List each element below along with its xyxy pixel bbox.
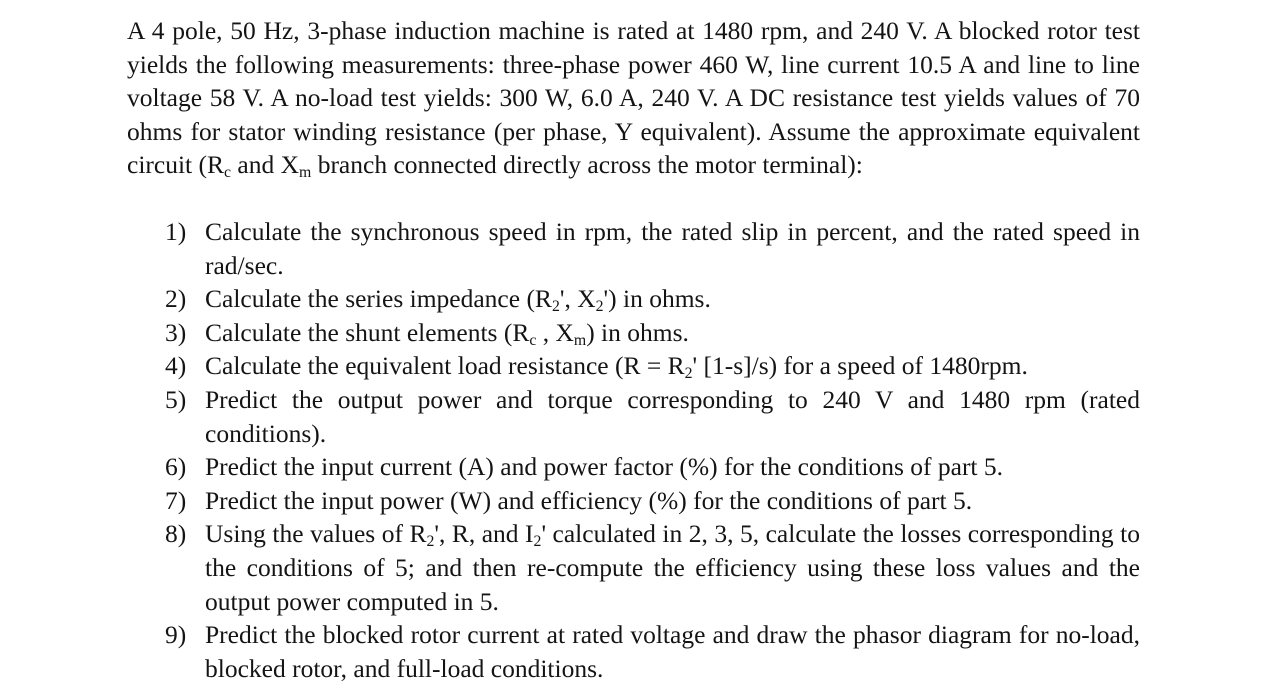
problem-statement xyxy=(127,14,1140,182)
question-number: 1) xyxy=(165,217,187,246)
question-item-7 xyxy=(127,484,1140,518)
question-item-3 xyxy=(127,316,1140,350)
question-text: Calculate the equivalent load resistance ($R = R_2'$ [1-s]/s) for a speed of 1480rpm. xyxy=(205,351,1028,383)
question-item-6 xyxy=(127,450,1140,484)
rc-subscript: c xyxy=(224,164,232,182)
xm-subscript: m xyxy=(299,164,312,182)
question-text: Calculate the synchronous speed in rpm, the rated slip in percent, and the rated speed in rad/sec. xyxy=(205,217,1140,280)
question-item-4 xyxy=(127,349,1140,383)
question-number: 9) xyxy=(165,620,187,650)
problem-statement-tail: branch connected directly across the motor terminal): xyxy=(311,150,863,180)
question-number: 2) xyxy=(165,284,187,314)
question-item-8 xyxy=(127,517,1140,618)
question-text: Predict the blocked rotor current at rated voltage and draw the phasor diagram for no-load, blocked rotor, and full-load conditions. xyxy=(205,620,1140,683)
question-number: 5) xyxy=(165,384,187,414)
question-text: Calculate the shunt elements ($R_c$ , $X_m$) in ohms. xyxy=(205,317,689,349)
question-text: Using the values of $R_2'$, R, and $I_2'$ calculated in 2, 3, 5, calculate the losses corresponding to the conditions of 5; and then re-compute the efficiency using these loss values and the output power computed in 5. xyxy=(205,519,1140,616)
question-number: 7) xyxy=(165,485,187,515)
question-number: 3) xyxy=(165,317,187,347)
question-number: 8) xyxy=(165,519,187,549)
question-item-5 xyxy=(127,383,1140,450)
problem-statement-text: A 4 pole, 50 Hz, 3-phase induction machine is rated at 1480 rpm, and 240 V. A blocked rotor test yields the following measurements: three-phase power 460 W, line current 10.5 A and line to line voltage 58 V. A no-load test yields: 300 W, 6.0 A, 240 V. A DC resistance test yields values of 70 ohms for stator winding resistance (per phase, Y equivalent). Assume the approximate equivalent circuit (R xyxy=(127,16,1140,180)
question-item-2 xyxy=(127,282,1140,316)
question-text: Predict the input current (A) and power factor (%) for the conditions of part 5. xyxy=(205,452,1004,482)
question-number: 4) xyxy=(165,351,187,381)
question-item-1 xyxy=(127,215,1140,282)
question-text: Predict the output power and torque corresponding to 240 V and 1480 rpm (rated conditions). xyxy=(205,384,1140,448)
question-text: Predict the input power (W) and efficiency (%) for the conditions of part 5. xyxy=(205,485,973,515)
question-item-9 xyxy=(127,618,1140,685)
problem-statement-and-x: and X xyxy=(231,150,300,180)
question-number: 6) xyxy=(165,452,187,482)
question-text: Calculate the series impedance ($R_2'$, $X_2'$) in ohms. xyxy=(205,284,711,316)
question-list xyxy=(127,215,1140,685)
